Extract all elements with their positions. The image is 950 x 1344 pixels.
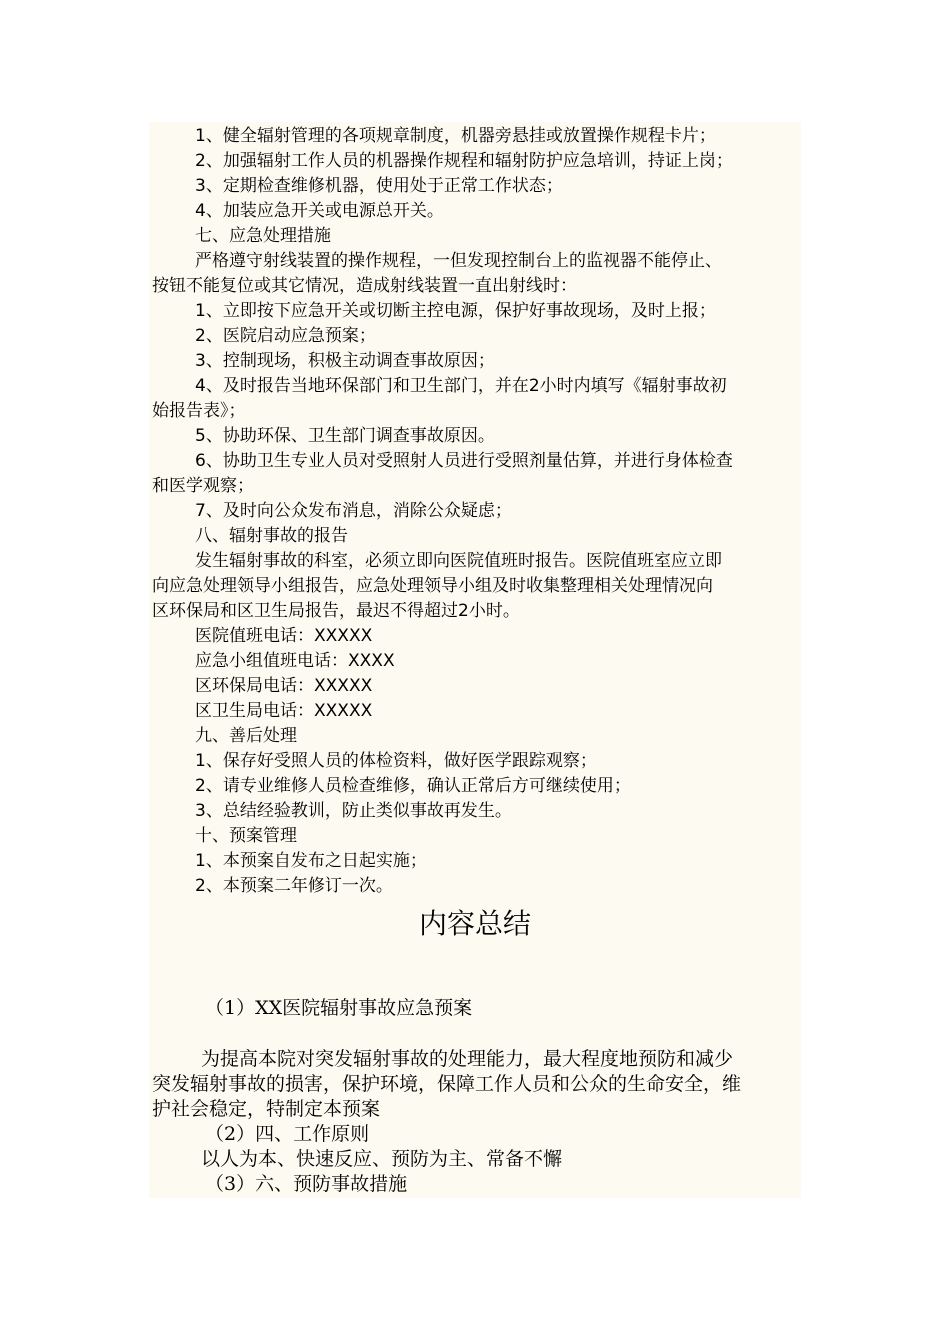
summary-title: 内容总结 [418, 907, 531, 940]
paragraph-line: 和医学观察； [152, 476, 254, 496]
paragraph-line: 4、加装应急开关或电源总开关。 [195, 201, 444, 221]
summary-item-heading: （1）XX医院辐射事故应急预案 [205, 997, 473, 1019]
phone-line: 应急小组值班电话：XXXX [195, 651, 395, 671]
section-heading: 九、善后处理 [195, 726, 297, 746]
section-heading: 八、辐射事故的报告 [195, 526, 348, 546]
paragraph-line: 2、本预案二年修订一次。 [195, 876, 393, 896]
paragraph-line: 1、本预案自发布之日起实施； [195, 851, 427, 871]
phone-line: 区环保局电话：XXXXX [195, 676, 373, 696]
phone-line: 医院值班电话：XXXXX [195, 626, 373, 646]
paragraph-line: 6、协助卫生专业人员对受照射人员进行受照剂量估算，并进行身体检查 [195, 451, 733, 471]
section-heading: 十、预案管理 [195, 826, 297, 846]
paragraph-line: 1、保存好受照人员的体检资料，做好医学跟踪观察； [195, 751, 597, 771]
summary-text-line: 护社会稳定，特制定本预案 [152, 1098, 381, 1120]
paragraph-line: 3、控制现场，积极主动调查事故原因； [195, 351, 495, 371]
paragraph-line: 始报告表》； [152, 401, 246, 421]
paragraph-line: 4、及时报告当地环保部门和卫生部门，并在2小时内填写《辐射事故初 [195, 376, 727, 396]
paragraph-line: 向应急处理领导小组报告，应急处理领导小组及时收集整理相关处理情况向 [152, 576, 713, 596]
paragraph-line: 5、协助环保、卫生部门调查事故原因。 [195, 426, 495, 446]
paragraph-line: 7、及时向公众发布消息，消除公众疑虑； [195, 501, 512, 521]
document-page [149, 122, 801, 1198]
section-heading: 七、应急处理措施 [195, 226, 331, 246]
summary-item-heading: （2）四、工作原则 [205, 1123, 370, 1145]
paragraph-line: 1、立即按下应急开关或切断主控电源，保护好事故现场，及时上报； [195, 301, 716, 321]
phone-line: 区卫生局电话：XXXXX [195, 701, 373, 721]
summary-item-heading: （3）六、预防事故措施 [205, 1173, 408, 1195]
paragraph-line: 发生辐射事故的科室，必须立即向医院值班时报告。医院值班室应立即 [195, 551, 722, 571]
paragraph-line: 严格遵守射线装置的操作规程，一但发现控制台上的监视器不能停止、 [195, 251, 722, 271]
paragraph-line: 3、定期检查维修机器，使用处于正常工作状态； [195, 176, 563, 196]
paragraph-line: 按钮不能复位或其它情况，造成射线装置一直出射线时： [152, 276, 577, 296]
paragraph-line: 1、健全辐射管理的各项规章制度，机器旁悬挂或放置操作规程卡片； [195, 126, 716, 146]
paragraph-line: 2、加强辐射工作人员的机器操作规程和辐射防护应急培训，持证上岗； [195, 151, 733, 171]
paragraph-line: 3、总结经验教训，防止类似事故再发生。 [195, 801, 512, 821]
summary-text-line: 突发辐射事故的损害，保护环境，保障工作人员和公众的生命安全，维 [152, 1073, 742, 1095]
summary-text-line: 以人为本、快速反应、预防为主、常备不懈 [201, 1148, 563, 1170]
summary-text-line: 为提高本院对突发辐射事故的处理能力，最大程度地预防和减少 [201, 1048, 734, 1070]
paragraph-line: 区环保局和区卫生局报告，最迟不得超过2小时。 [152, 601, 520, 621]
paragraph-line: 2、请专业维修人员检查维修，确认正常后方可继续使用； [195, 776, 631, 796]
paragraph-line: 2、医院启动应急预案； [195, 326, 376, 346]
